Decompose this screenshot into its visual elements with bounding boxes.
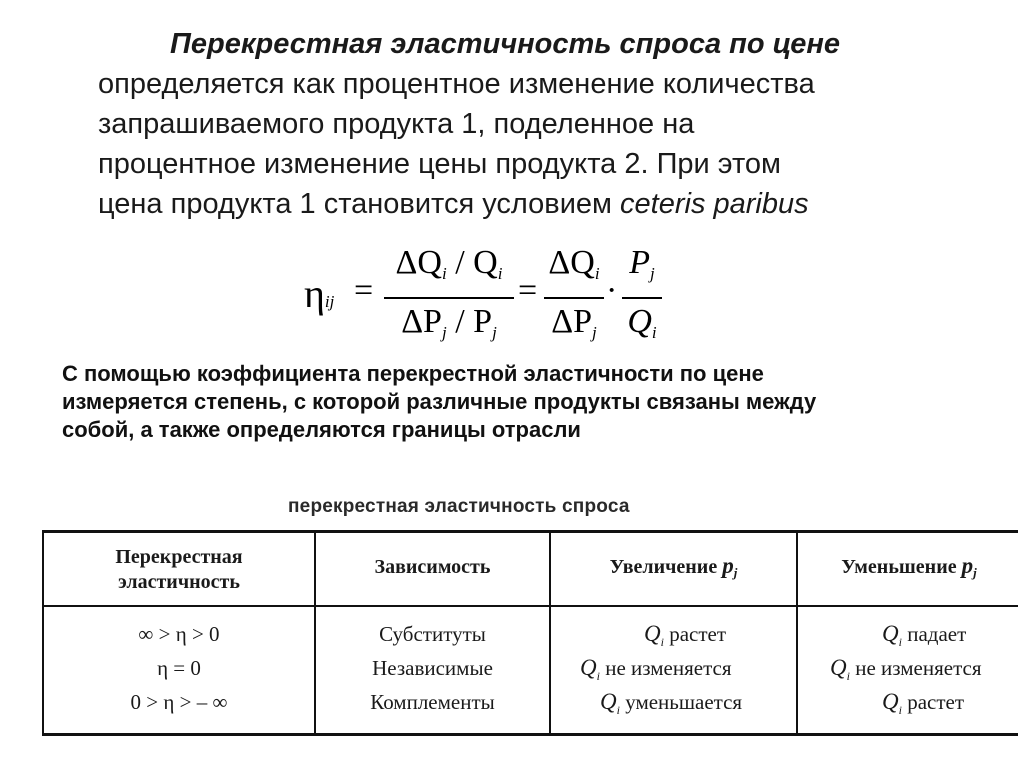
table-row-1-dependency: Субституты <box>379 622 486 646</box>
formula-frac1-denominator <box>384 301 514 354</box>
formula-frac1-num-sub2: i <box>497 264 503 283</box>
row-3-increase-q: Q <box>600 689 617 714</box>
formula-frac3-bar <box>622 297 662 299</box>
formula-frac3-num-sub: j <box>650 264 655 283</box>
formula-frac1-den-delta-p: ΔP <box>401 303 442 340</box>
row-1-increase-var <box>644 621 664 649</box>
intro-paragraph <box>98 24 998 224</box>
formula-frac1-bar <box>384 297 514 299</box>
table-row-2-elasticity: η = 0 <box>157 656 201 680</box>
table-row-3-elasticity: 0 > η > – ∞ <box>130 690 228 714</box>
row-1-decrease-var <box>882 621 902 649</box>
formula-frac1-num-delta-q: ΔQ <box>395 244 442 281</box>
row-2-decrease-q: Q <box>830 655 847 680</box>
formula-frac1-num-sub: i <box>441 264 447 283</box>
row-2-decrease-var <box>830 655 850 683</box>
formula-eta-symbol: η <box>304 271 325 316</box>
row-1-increase-q: Q <box>644 621 661 646</box>
intro-line-4 <box>98 184 998 224</box>
row-1-decrease-text: падает <box>907 622 967 646</box>
table-row-2-dependency: Независимые <box>372 656 493 680</box>
table-header-dependency: Зависимость <box>374 556 491 578</box>
formula-frac3-num-p: P <box>629 244 651 281</box>
description-line-3: собой, а также определяются границы отрасли <box>62 417 581 442</box>
formula-frac3-den-sub: i <box>651 323 657 342</box>
row-3-decrease-text: растет <box>907 690 965 714</box>
row-3-decrease-var <box>882 689 902 717</box>
elasticity-formula <box>300 240 720 350</box>
table-title: перекрестная эластичность спроса <box>288 496 630 517</box>
row-2-increase-sub: i <box>596 669 600 683</box>
row-1-increase-text: растет <box>669 622 727 646</box>
formula-frac2-num-delta-q: ΔQ <box>548 244 595 281</box>
formula-frac3-den-q: Q <box>627 303 652 340</box>
header-decrease-sub: j <box>973 565 977 580</box>
row-3-increase-sub: i <box>616 703 620 717</box>
formula-eta-sub: ij <box>324 292 335 311</box>
formula-fraction-1 <box>384 242 514 354</box>
header-elasticity-line-1: Перекрестная <box>115 546 243 568</box>
formula-frac3-denominator <box>622 301 662 354</box>
row-2-decrease-sub: i <box>846 669 850 683</box>
header-increase-label: Увеличение <box>609 556 718 578</box>
table-row-3-dependency: Комплементы <box>370 690 495 714</box>
intro-line-4-text: цена продукта 1 становится условием <box>98 188 612 220</box>
formula-frac2-numerator <box>544 242 604 295</box>
formula-equals-1: = <box>354 272 374 309</box>
table-row-1-elasticity: ∞ > η > 0 <box>138 622 220 646</box>
formula-frac2-bar <box>544 297 604 299</box>
header-elasticity-line-2: эластичность <box>118 571 240 593</box>
formula-frac2-den-delta-p: ΔP <box>551 303 593 340</box>
description-paragraph <box>62 360 962 444</box>
formula-dot: · <box>606 272 618 309</box>
formula-frac2-denominator <box>544 301 604 354</box>
row-2-increase-var <box>580 655 600 683</box>
header-increase-sub: j <box>733 565 738 580</box>
row-1-decrease-q: Q <box>882 621 899 646</box>
row-3-increase-text: уменьшается <box>625 690 743 714</box>
row-3-decrease-sub: i <box>898 703 902 717</box>
formula-fraction-3 <box>622 242 662 354</box>
row-3-decrease-q: Q <box>882 689 899 714</box>
formula-fraction-2 <box>544 242 604 354</box>
intro-line-1: определяется как процентное изменение количества <box>98 68 815 100</box>
formula-frac2-num-sub: i <box>594 264 600 283</box>
row-2-increase-text: не изменяется <box>605 656 732 680</box>
formula-frac1-num-mid: / Q <box>446 244 498 281</box>
formula-frac1-den-mid: / P <box>446 303 493 340</box>
row-1-decrease-sub: i <box>898 635 902 649</box>
formula-frac3-numerator <box>622 242 662 295</box>
header-decrease-label: Уменьшение <box>841 556 957 578</box>
description-line-1: С помощью коэффициента перекрестной эластичности по цене <box>62 361 764 386</box>
formula-equals-2: = <box>518 272 538 309</box>
table-header-divider <box>44 605 1018 607</box>
intro-latin-term: ceteris paribus <box>620 188 809 220</box>
row-2-increase-q: Q <box>580 655 597 680</box>
row-2-decrease-text: не изменяется <box>855 656 982 680</box>
intro-term: Перекрестная эластичность спроса по цене <box>170 28 841 60</box>
formula-frac1-den-sub2: j <box>492 323 497 342</box>
table-row-3-decrease <box>882 685 964 727</box>
table-row-3-increase <box>600 685 742 727</box>
header-decrease-var: p <box>961 553 974 578</box>
table-header-decrease <box>798 553 1020 585</box>
formula-frac1-den-sub: j <box>441 323 447 342</box>
row-3-increase-var <box>600 689 620 717</box>
row-1-increase-sub: i <box>660 635 664 649</box>
elasticity-table <box>42 530 1018 736</box>
formula-lhs <box>304 270 334 317</box>
formula-frac2-den-sub: j <box>592 323 597 342</box>
description-line-2: измеряется степень, с которой различные продукты связаны между <box>62 389 817 414</box>
intro-line-0 <box>98 24 998 64</box>
formula-frac1-numerator <box>384 242 514 295</box>
table-header-elasticity <box>84 545 274 595</box>
table-header-increase <box>551 553 796 585</box>
intro-line-2: запрашиваемого продукта 1, поделенное на <box>98 108 695 140</box>
intro-line-3: процентное изменение цены продукта 2. При этом <box>98 148 781 180</box>
header-increase-var: p <box>722 553 734 578</box>
